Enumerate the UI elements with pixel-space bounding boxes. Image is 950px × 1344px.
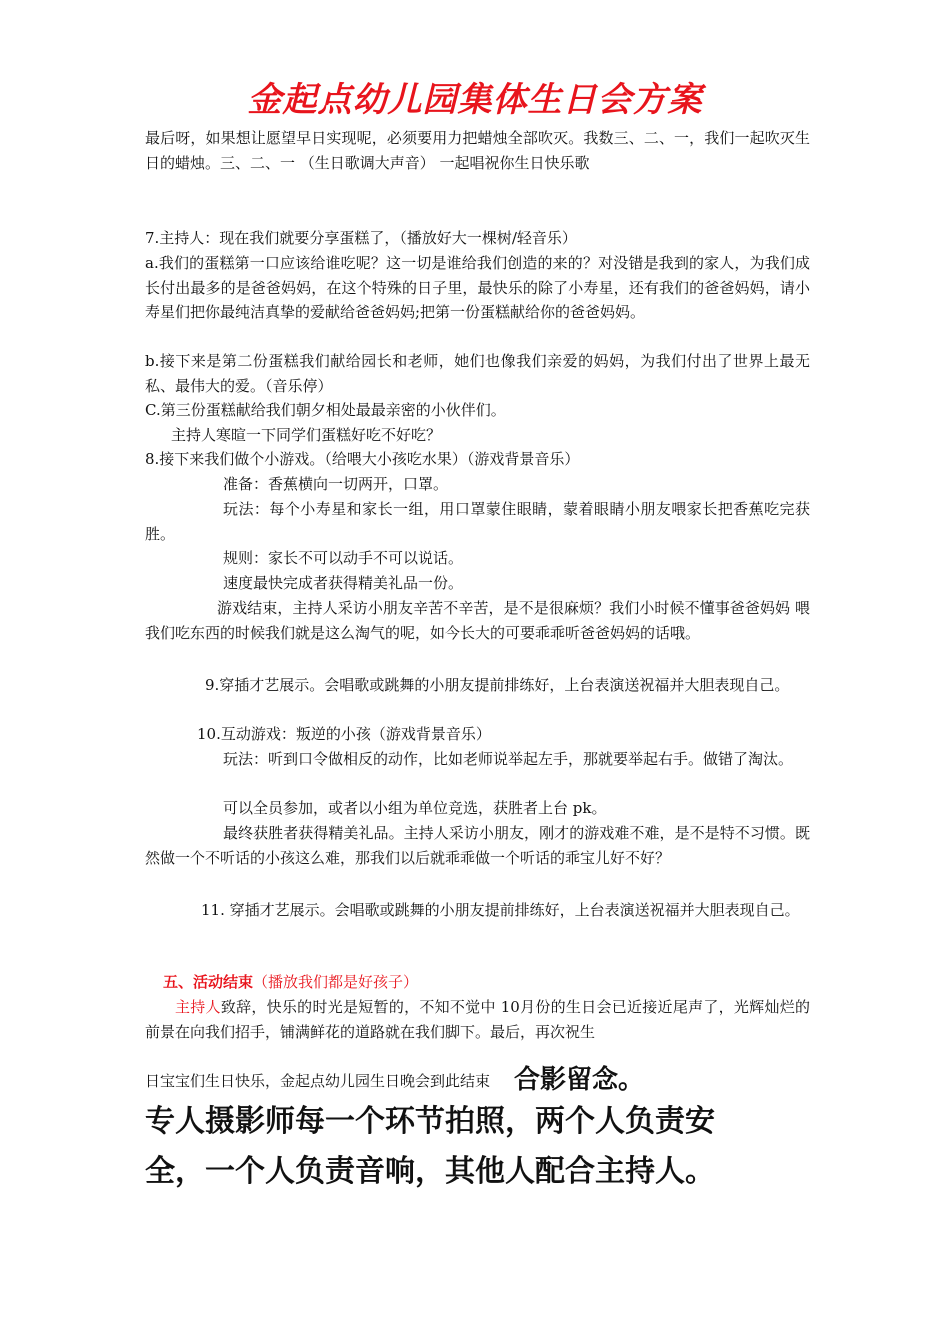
paragraph-item-11: 11. 穿插才艺展示。会唱歌或跳舞的小朋友提前排练好，上台表演送祝福并大胆表现自己。 — [201, 901, 800, 919]
paragraph-item-8-prize: 速度最快完成者获得精美礼品一份。 — [223, 574, 464, 592]
host-label: 主持人 — [175, 998, 221, 1016]
paragraph-item-7a: a.我们的蛋糕第一口应该给谁吃呢？这一切是谁给我们创造的来的？对没错是我到的家人，为我们成长付出最多的是爸爸妈妈，在这个特殊的日子里，最快乐的除了小寿星，还有我们的爸爸妈妈，请小寿星们把你最纯洁真挚的爱献给爸爸妈妈;把第一份蛋糕献给你的爸爸妈妈。 — [145, 254, 810, 321]
paragraph-item-9: 9.穿插才艺展示。会唱歌或跳舞的小朋友提前排练好，上台表演送祝福并大胆表现自己。 — [205, 676, 790, 694]
paragraph-item-10: 10.互动游戏：叛逆的小孩（游戏背景音乐） — [197, 725, 491, 743]
section-5-closing-speech: 主持人致辞，快乐的时光是短暂的，不知不觉中 10月份的生日会已近接近尾声了，光辉灿烂的前景在向我们招手，铺满鲜花的道路就在我们脚下。最后，再次祝生 — [145, 998, 810, 1041]
paragraph-item-8-prep: 准备：香蕉横向一切两开，口罩。 — [223, 475, 449, 493]
paragraph-item-8-play: 玩法：每个小寿星和家长一组，用口罩蒙住眼睛，蒙着眼睛小朋友喂家长把香蕉吃完获胜。 — [145, 500, 810, 543]
paragraph-item-10-all: 可以全员参加，或者以小组为单位竞选，获胜者上台 pk。 — [223, 799, 607, 817]
section-5-heading: 五、活动结束（播放我们都是好孩子） — [163, 973, 419, 991]
staff-note-line-1: 专人摄影师每一个环节拍照，两个人负责安 — [145, 1104, 715, 1139]
paragraph-item-8: 8.接下来我们做个小游戏。（给喂大小孩吃水果）（游戏背景音乐） — [145, 450, 580, 468]
paragraph-item-10-final: 最终获胜者获得精美礼品。主持人采访小朋友，刚才的游戏难不难，是不是特不习惯。既然做一个不听话的小孩这么难，那我们以后就乖乖做一个听话的乖宝儿好不好？ — [145, 824, 810, 867]
document-title: 金起点幼儿园集体生日会方案 — [247, 80, 703, 120]
group-photo-text: 合影留念。 — [514, 1065, 645, 1095]
paragraph-item-7c: C.第三份蛋糕献给我们朝夕相处最最亲密的小伙伴们。 — [145, 401, 506, 419]
paragraph-item-8-end: 游戏结束，主持人采访小朋友辛苦不辛苦，是不是很麻烦？我们小时候不懂事爸爸妈妈 喂我们吃东西的时候我们就是这么淘气的呢，如今长大的可要乖乖听爸爸妈妈的话哦。 — [145, 599, 810, 642]
paragraph-item-10-play: 玩法：听到口令做相反的动作，比如老师说举起左手，那就要举起右手。做错了淘汰。 — [223, 750, 794, 768]
paragraph-item-7: 7.主持人：现在我们就要分享蛋糕了，（播放好大一棵树/轻音乐） — [145, 229, 577, 247]
paragraph-candles: 最后呀，如果想让愿望早日实现呢，必须要用力把蜡烛全部吹灭。我数三、二、一，我们一起吹灭生日的蜡烛。三、二、一 （生日歌调大声音） 一起唱祝你生日快乐歌 — [145, 129, 810, 172]
paragraph-item-8-rule: 规则：家长不可以动手不可以说话。 — [223, 549, 464, 567]
staff-note-line-2: 全，一个人负责音响，其他人配合主持人。 — [145, 1154, 715, 1189]
paragraph-item-7d: 主持人寒暄一下同学们蛋糕好吃不好吃？ — [171, 426, 442, 444]
paragraph-item-7b: b.接下来是第二份蛋糕我们献给园长和老师，她们也像我们亲爱的妈妈，为我们付出了世界上最无私、最伟大的爱。（音乐停） — [145, 352, 810, 395]
section-5-final-line: 日宝宝们生日快乐，金起点幼儿园生日晚会到此结束 合影留念。 — [145, 1065, 645, 1095]
